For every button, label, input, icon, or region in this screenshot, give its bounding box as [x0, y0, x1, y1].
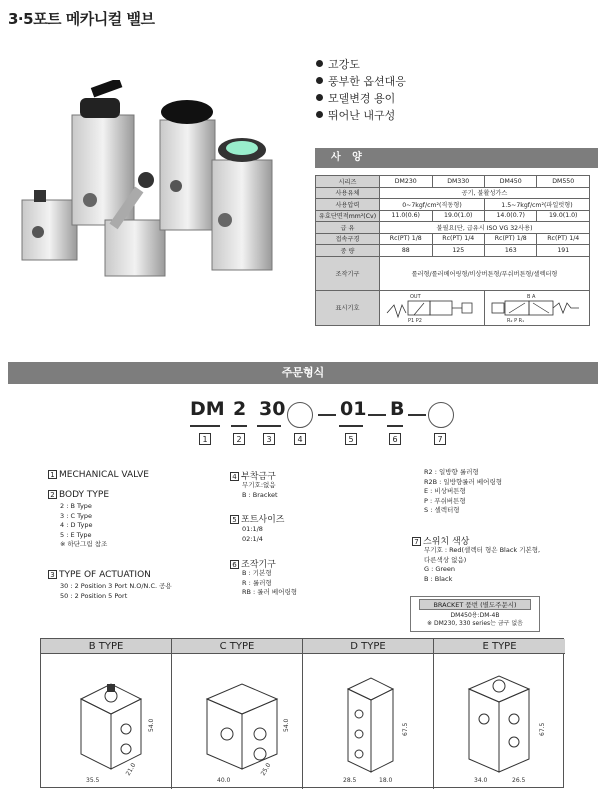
valve-symbol-3port: [380, 290, 485, 325]
svg-text:34.0: 34.0: [474, 777, 488, 784]
order-item-2-lines: 2 : B Type 3 : C Type 4 : D Type 5 : E Type ※ 하단그림 참조: [60, 502, 108, 548]
actuator-list: R2 : 일방향 롤러형 R2B : 일방향롤러 베어링형 E : 비상버튼형 P : 푸쉬버튼형 S : 셀렉터형: [424, 468, 503, 514]
index-box: 1: [199, 433, 211, 445]
svg-text:54.0: 54.0: [148, 718, 155, 732]
order-item-5: 5 포트사이즈: [230, 512, 284, 525]
order-item-1: 1 MECHANICAL VALVE: [48, 470, 149, 480]
code-dash: [318, 414, 336, 416]
order-item-2: 2 BODY TYPE: [48, 490, 109, 500]
order-item-6: 6 조작기구: [230, 557, 276, 570]
code-part: 01: [340, 398, 367, 420]
code-part: B: [390, 398, 405, 420]
order-item-6-lines: B : 기본형 R : 롤러형 RB : 롤러 베어링형: [242, 569, 298, 596]
index-box: 3: [263, 433, 275, 445]
svg-text:OUT: OUT: [410, 293, 421, 300]
type-d-panel: D TYPE 28.5 18.0 67.5: [303, 639, 434, 789]
svg-text:P1 P2: P1 P2: [408, 317, 422, 323]
type-c-panel: C TYPE 40.0 25.0 54.0: [172, 639, 303, 789]
order-item-7-lines: 무기호 : Red(셀렉터 형은 Black 기본형, 다른색상 없음) G : Green B : Black: [424, 546, 541, 583]
bullet-icon: [316, 77, 323, 84]
type-e-drawing: [434, 654, 565, 788]
table-row: 사용유체 공기, 불활성가스: [316, 187, 590, 199]
type-c-drawing: [172, 654, 303, 788]
valve-symbol-5port: [485, 290, 590, 325]
svg-text:40.0: 40.0: [217, 777, 231, 784]
page-title: 3·5포트 메카니컬 밸브: [8, 10, 155, 28]
spec-heading: 사 양: [315, 148, 598, 168]
svg-text:26.5: 26.5: [512, 777, 526, 784]
svg-text:B A: B A: [527, 293, 536, 300]
table-row: 급 유 불필요(단, 급유시 ISO VG 32사용): [316, 222, 590, 234]
type-e-panel: E TYPE 34.0 26.5 67.5: [434, 639, 565, 789]
order-item-7: 7 스위치 색상: [412, 534, 469, 547]
table-row: 표시기호 OUT P1 P2 B A R₂ P R₁: [316, 290, 590, 325]
order-item-5-lines: 01:1/8 02:1/4: [242, 525, 263, 543]
bullet-icon: [316, 111, 323, 118]
type-b-panel: B TYPE 35.5 21.0 54.0: [41, 639, 172, 789]
bracket-box: BRACKET 품번 (별도주문시) DM450용:DM-4B ※ DM230, 330 series는 금구 없음: [410, 596, 540, 632]
table-row: 시리즈 DM230 DM330 DM450 DM550: [316, 176, 590, 188]
index-box: 5: [345, 433, 357, 445]
feature-item: 고강도: [316, 56, 516, 72]
table-row: 조작기구 롤러형/롤러베어링형/비상버튼형/푸쉬버튼형/셀렉터형: [316, 256, 590, 290]
index-box: 4: [294, 433, 306, 445]
table-row: 사용압력 0~7kgf/cm²(직동형) 1.5~7kgf/cm²(파일럿형): [316, 199, 590, 211]
svg-text:21.0: 21.0: [124, 761, 138, 777]
spec-table: [315, 175, 590, 326]
order-item-3-lines: 30 : 2 Position 3 Port N.O/N.C. 공용 50 : 2 Position 5 Port: [60, 582, 172, 600]
svg-text:28.5: 28.5: [343, 777, 357, 784]
feature-item: 풍부한 옵션대응: [316, 73, 516, 89]
index-box: 6: [389, 433, 401, 445]
product-photo: [20, 80, 300, 280]
svg-text:25.0: 25.0: [259, 761, 273, 777]
code-part: 2: [233, 398, 247, 420]
table-row: 유효단면적mm²(Cv) 11.0(0.6) 19.0(1.0) 14.0(0.7) 19.0(1.0): [316, 210, 590, 222]
feature-item: 뛰어난 내구성: [316, 107, 516, 123]
table-row: 접속구경 Rc(PT) 1/8 Rc(PT) 1/4 Rc(PT) 1/8 Rc(PT) 1/4: [316, 233, 590, 245]
svg-text:67.5: 67.5: [539, 722, 546, 736]
code-option-circle: [428, 402, 454, 428]
svg-text:35.5: 35.5: [86, 777, 100, 784]
table-row: 중 량 88 125 163 191: [316, 245, 590, 257]
svg-text:54.0: 54.0: [283, 718, 290, 732]
code-part: DM: [190, 398, 225, 420]
type-b-drawing: [41, 654, 172, 788]
code-dash: [368, 414, 386, 416]
svg-text:R₂ P R₁: R₂ P R₁: [507, 317, 525, 323]
svg-text:18.0: 18.0: [379, 777, 393, 784]
order-item-4-lines: 무기호:없음 B : Bracket: [242, 481, 278, 499]
bullet-icon: [316, 94, 323, 101]
index-box: 2: [233, 433, 245, 445]
order-item-4: 4 부착금구: [230, 469, 276, 482]
type-d-drawing: [303, 654, 434, 788]
index-box: 7: [434, 433, 446, 445]
order-item-3: 3 TYPE OF ACTUATION: [48, 570, 151, 580]
bullet-icon: [316, 60, 323, 67]
feature-item: 모델변경 용이: [316, 90, 516, 106]
type-drawings: [40, 638, 564, 788]
code-part: 30: [259, 398, 286, 420]
svg-text:67.5: 67.5: [402, 722, 409, 736]
code-option-circle: [287, 402, 313, 428]
code-dash: [408, 414, 426, 416]
order-heading: 주문형식: [8, 362, 598, 384]
